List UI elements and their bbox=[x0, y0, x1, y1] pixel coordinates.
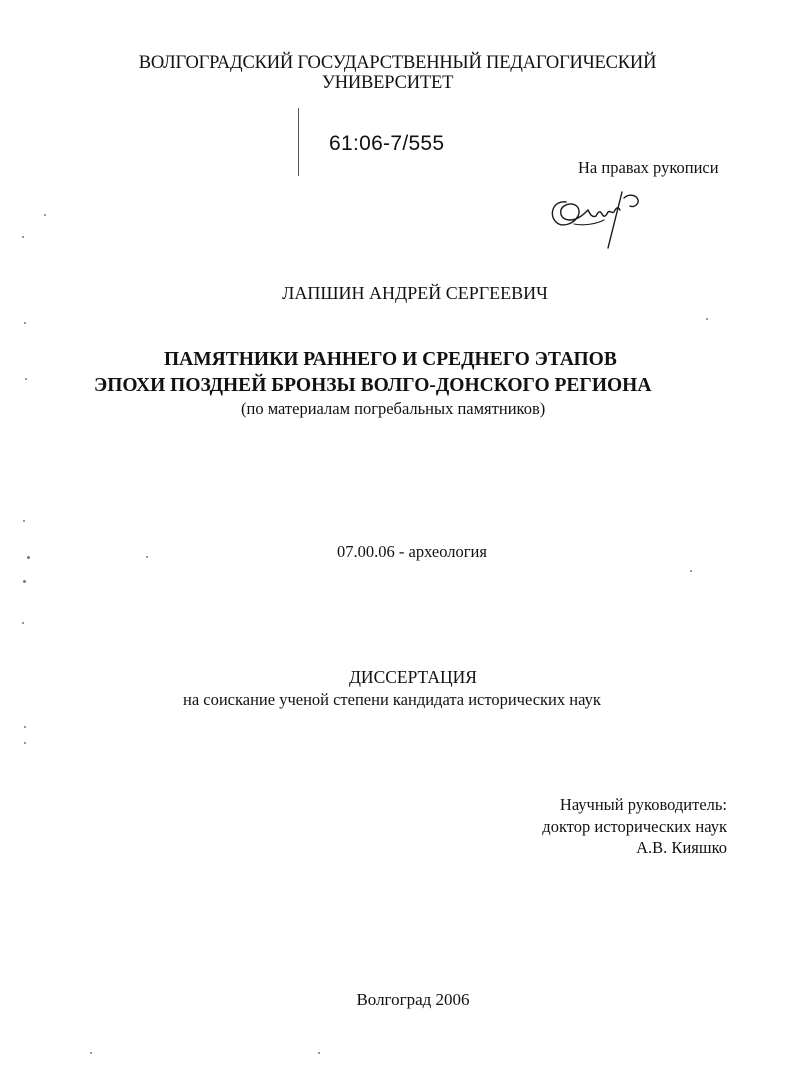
dissertation-subtitle: (по материалам погребальных памятников) bbox=[241, 399, 546, 418]
scan-speck bbox=[23, 520, 25, 522]
author-name: ЛАПШИН АНДРЕЙ СЕРГЕЕВИЧ bbox=[282, 283, 548, 303]
supervisor-name: А.В. Кияшко bbox=[636, 838, 727, 857]
scan-speck bbox=[23, 580, 26, 583]
manuscript-rights-note: На правах рукописи bbox=[578, 158, 719, 177]
university-name-line2: УНИВЕРСИТЕТ bbox=[321, 73, 454, 93]
scan-speck bbox=[146, 556, 148, 558]
degree-description: на соискание ученой степени кандидата исторических наук bbox=[183, 690, 601, 709]
specialty-code: 07.00.06 - археология bbox=[337, 542, 487, 561]
supervisor-title: доктор исторических наук bbox=[542, 817, 727, 836]
dissertation-heading: ДИССЕРТАЦИЯ bbox=[349, 667, 477, 687]
author-signature-icon bbox=[544, 180, 654, 252]
scan-speck bbox=[706, 318, 708, 320]
scan-speck bbox=[318, 1052, 320, 1054]
scan-speck bbox=[690, 570, 692, 572]
dissertation-title-line2: ЭПОХИ ПОЗДНЕЙ БРОНЗЫ ВОЛГО-ДОНСКОГО РЕГИОНА bbox=[94, 375, 652, 396]
scan-speck bbox=[24, 322, 26, 324]
scan-speck bbox=[25, 378, 27, 380]
scan-speck bbox=[27, 556, 30, 559]
scan-speck bbox=[24, 726, 26, 728]
catalog-code: 61:06-7/555 bbox=[329, 132, 445, 155]
university-name-line1: ВОЛГОГРАДСКИЙ ГОСУДАРСТВЕННЫЙ ПЕДАГОГИЧЕСКИЙ bbox=[138, 53, 657, 73]
scan-speck bbox=[24, 742, 26, 744]
scan-speck bbox=[22, 236, 24, 238]
scan-speck bbox=[90, 1052, 92, 1054]
dissertation-title-line1: ПАМЯТНИКИ РАННЕГО И СРЕДНЕГО ЭТАПОВ bbox=[164, 349, 617, 370]
place-and-year: Волгоград 2006 bbox=[356, 990, 470, 1009]
scan-speck bbox=[22, 622, 24, 624]
supervisor-label: Научный руководитель: bbox=[559, 795, 727, 814]
scan-speck bbox=[44, 214, 46, 216]
margin-line bbox=[298, 108, 299, 176]
